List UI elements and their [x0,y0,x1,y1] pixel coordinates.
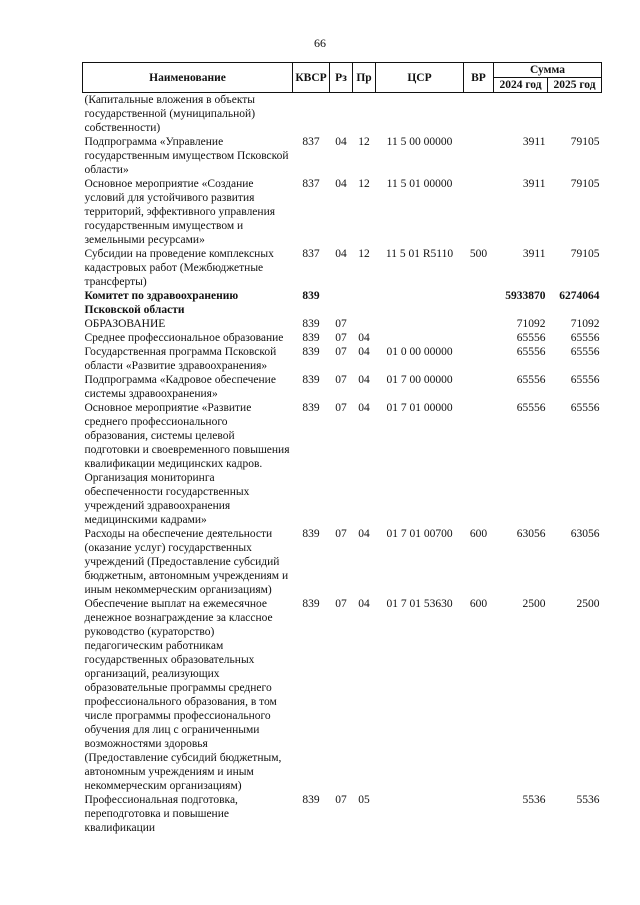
cell-2025: 79105 [570,178,600,190]
cell-2025 [548,93,602,136]
cell-2025: 5536 [576,794,600,806]
cell-vr [464,289,494,317]
cell-csr: 01 7 01 53630 [386,598,453,610]
table-row [83,177,602,247]
cell-pr: 12 [358,136,370,148]
table-row [83,793,602,835]
cell-kvsr: 839 [302,290,320,302]
cell-name: Комитет по здравоохранению Псковской области [84,290,239,316]
cell-vr [464,93,494,136]
table-row [83,527,602,597]
cell-pr: 04 [358,402,370,414]
header-vr: ВР [464,63,494,93]
cell-vr: 500 [469,248,488,260]
cell-vr: 600 [469,528,488,540]
cell-kvsr: 837 [302,136,320,148]
cell-name: Государственная программа Псковской области «Развитие здравоохранения» [84,346,277,372]
table-row [83,401,602,527]
cell-pr: 05 [358,794,370,806]
cell-rz [330,93,353,136]
cell-name: Подпрограмма «Управление государственным имуществом Псковской области» [84,136,289,176]
cell-2024: 65556 [516,332,546,344]
cell-2025: 71092 [570,318,600,330]
header-2025: 2025 год [548,78,602,93]
cell-kvsr: 839 [302,318,320,330]
cell-rz: 07 [335,318,347,330]
cell-vr [464,177,494,247]
cell-vr [464,135,494,177]
cell-rz: 07 [335,346,347,358]
cell-name: Профессиональная подготовка, переподготовка и повышение квалификации [84,794,238,834]
cell-2024: 5536 [522,794,546,806]
cell-2025: 65556 [570,332,600,344]
table-row [83,373,602,401]
cell-csr: 11 5 00 00000 [386,136,453,148]
cell-pr: 04 [358,598,370,610]
budget-table [82,62,602,835]
cell-name: Расходы на обеспечение деятельности (оказание услуг) государственных учреждений (Предоставление субсидий бюджетным, автономным учреждениям и иным некоммерческим организациям) [84,528,289,596]
cell-rz [330,289,353,317]
cell-name: ОБРАЗОВАНИЕ [84,318,166,330]
cell-name: Среднее профессиональное образование [84,332,284,344]
cell-2024: 5933870 [505,290,546,302]
cell-kvsr [293,93,330,136]
cell-name: (Капитальные вложения в объекты государственной (муниципальной) собственности) [84,94,256,134]
cell-vr [464,401,494,527]
table-header [83,63,602,93]
cell-kvsr: 839 [302,332,320,344]
cell-2025: 6274064 [559,290,600,302]
header-kvsr: КВСР [293,63,330,93]
cell-rz: 07 [335,402,347,414]
cell-pr [353,289,376,317]
cell-pr: 04 [358,374,370,386]
cell-rz: 04 [335,136,347,148]
cell-2025: 2500 [576,598,600,610]
cell-2024 [494,93,548,136]
cell-2024: 65556 [516,346,546,358]
cell-kvsr: 837 [302,248,320,260]
cell-2025: 63056 [570,528,600,540]
cell-name: Субсидии на проведение комплексных кадастровых работ (Межбюджетные трансферты) [84,248,274,288]
cell-vr [464,373,494,401]
cell-csr [376,317,464,331]
cell-rz: 07 [335,332,347,344]
table-row [83,247,602,289]
cell-name: Подпрограмма «Кадровое обеспечение системы здравоохранения» [84,374,276,400]
table-row [83,597,602,793]
cell-2024: 3911 [522,248,546,260]
cell-kvsr: 839 [302,598,320,610]
cell-kvsr: 839 [302,374,320,386]
table-body [83,93,602,836]
cell-pr [353,93,376,136]
cell-rz: 04 [335,248,347,260]
cell-2025: 79105 [570,248,600,260]
cell-rz: 07 [335,374,347,386]
header-2024: 2024 год [494,78,548,93]
cell-2025: 65556 [570,402,600,414]
header-csr: ЦСР [376,63,464,93]
cell-2024: 3911 [522,178,546,190]
header-sum: Сумма [494,63,602,78]
cell-rz: 07 [335,794,347,806]
cell-pr: 04 [358,528,370,540]
cell-vr [464,317,494,331]
cell-rz: 07 [335,598,347,610]
cell-2024: 65556 [516,374,546,386]
cell-pr: 04 [358,346,370,358]
cell-kvsr: 837 [302,178,320,190]
cell-pr [353,317,376,331]
cell-vr [464,793,494,835]
cell-2024: 71092 [516,318,546,330]
cell-2025: 65556 [570,374,600,386]
cell-2024: 2500 [522,598,546,610]
cell-csr: 11 5 01 R5110 [385,248,454,260]
cell-kvsr: 839 [302,528,320,540]
cell-csr: 01 7 01 00000 [386,402,453,414]
cell-rz: 04 [335,178,347,190]
cell-2024: 3911 [522,136,546,148]
cell-csr: 01 7 01 00700 [386,528,453,540]
cell-vr [464,331,494,345]
cell-pr: 12 [358,178,370,190]
cell-csr: 11 5 01 00000 [386,178,453,190]
table-row [83,93,602,136]
cell-vr: 600 [469,598,488,610]
cell-csr [376,289,464,317]
cell-2024: 63056 [516,528,546,540]
cell-pr: 04 [358,332,370,344]
cell-name: Основное мероприятие «Создание условий для устойчивого развития территорий, эффективного управления государственным имуществом и земельными ресурсами» [84,178,276,246]
cell-2024: 65556 [516,402,546,414]
cell-name: Основное мероприятие «Развитие среднего профессионального образования, системы целевой подготовки и своевременного повышения квалификации медицинских кадров. Организация мониторинга обеспеченности государственных учреждений здравоохранения медицинскими кадрами» [84,402,290,526]
cell-csr: 01 7 00 00000 [386,374,453,386]
header-rz: Рз [330,63,353,93]
table-row [83,345,602,373]
header-name: Наименование [83,63,293,93]
cell-name: Обеспечение выплат на ежемесячное денежное вознаграждение за классное руководство (кураторство) педагогическим работникам государственных образовательных организаций, реализующих образовательные программы среднего профессионального образования, в том числе программы профессионального обучения для лиц с ограниченными возможностями здоровья (Предоставление субсидий бюджетным, автономным учреждениям и иным некоммерческим организациям) [84,598,282,792]
cell-csr: 01 0 00 00000 [386,346,453,358]
cell-csr [376,331,464,345]
cell-csr [376,93,464,136]
table-row [83,289,602,317]
cell-2025: 79105 [570,136,600,148]
cell-kvsr: 839 [302,346,320,358]
cell-vr [464,345,494,373]
table-row [83,317,602,331]
cell-csr [376,793,464,835]
table-row [83,331,602,345]
cell-pr: 12 [358,248,370,260]
cell-rz: 07 [335,528,347,540]
header-pr: Пр [353,63,376,93]
table-row [83,135,602,177]
cell-kvsr: 839 [302,794,320,806]
cell-2025: 65556 [570,346,600,358]
cell-kvsr: 839 [302,402,320,414]
page-number: 66 [314,36,326,50]
